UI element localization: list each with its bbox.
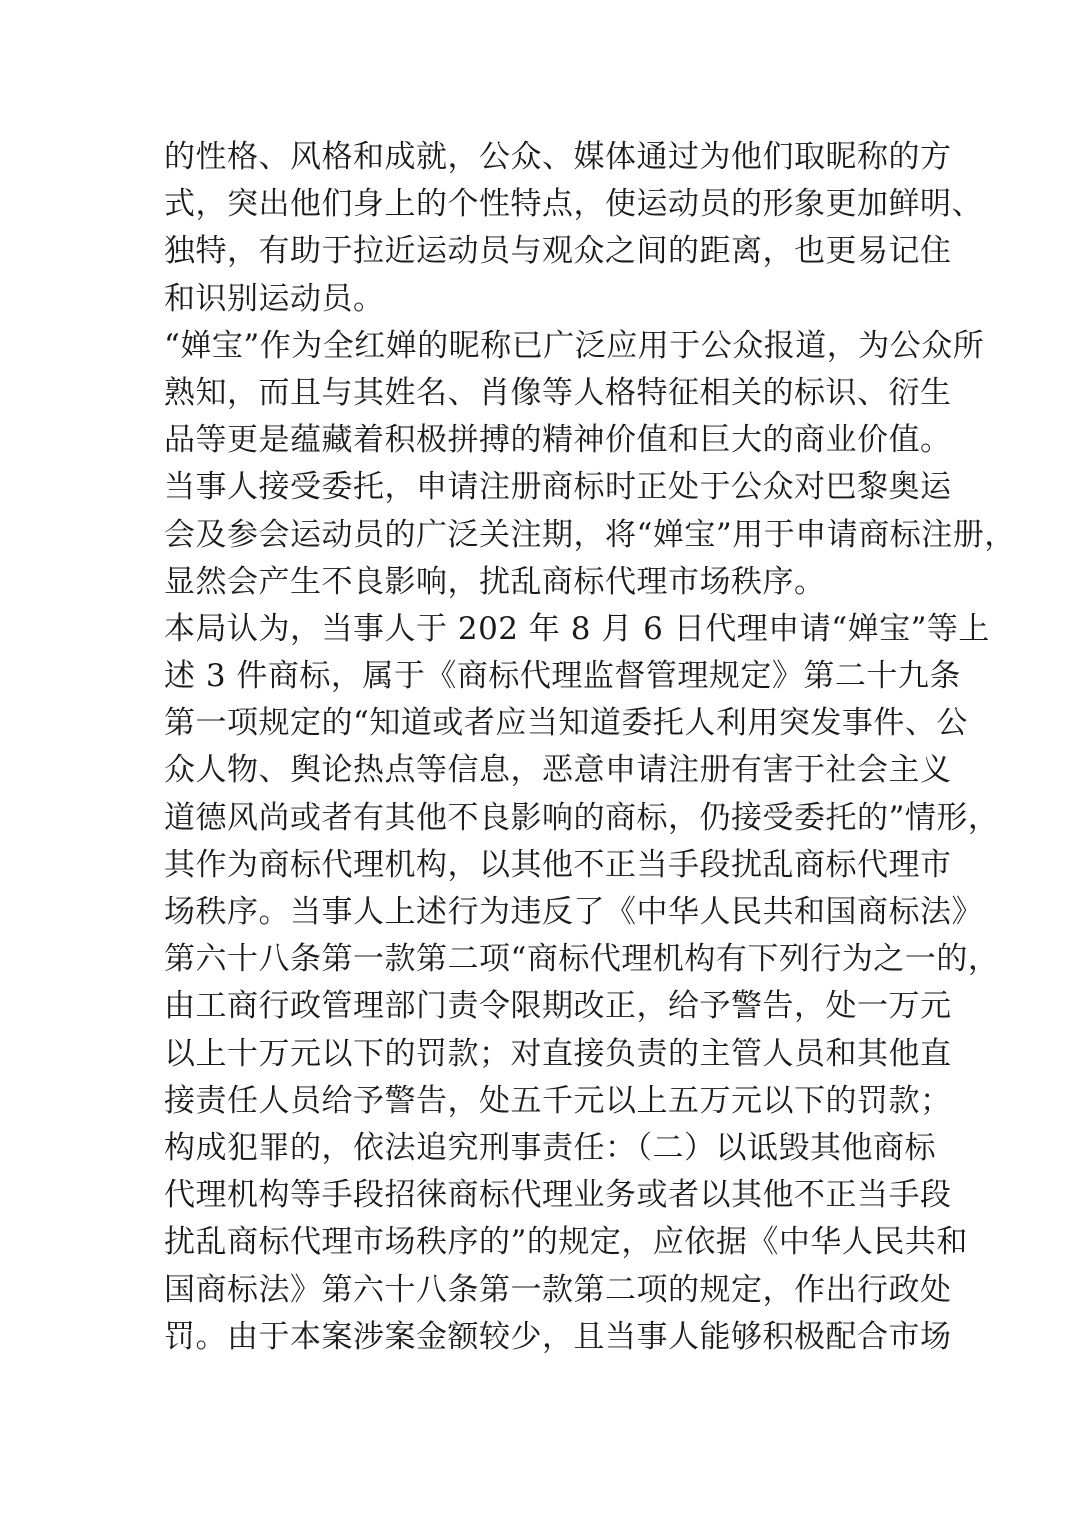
text-line: 述 3 件商标，属于《商标代理监督管理规定》第二十九条 [164,658,961,695]
text-line: 当事人接受委托，申请注册商标时正处于公众对巴黎奥运 [164,469,952,506]
text-line: 以上十万元以下的罚款；对直接负责的主管人员和其他直 [164,1035,952,1072]
text-line: 国商标法》第六十八条第一款第二项的规定，作出行政处 [164,1271,952,1308]
text-line: 第一项规定的“知道或者应当知道委托人利用突发事件、公 [164,705,968,742]
document-body-text [164,134,1016,1361]
text-line: 的性格、风格和成就，公众、媒体通过为他们取昵称的方 [164,139,952,175]
text-line: 式，突出他们身上的个性特点，使运动员的形象更加鲜明、 [164,186,983,223]
text-line: 道德风尚或者有其他不良影响的商标，仍接受委托的”情形， [164,799,1000,836]
text-line: 构成犯罪的，依法追究刑事责任：（二）以诋毁其他商标 [164,1129,936,1166]
text-line: “婵宝”作为全红婵的昵称已广泛应用于公众报道，为公众所 [164,327,985,364]
text-line: 由工商行政管理部门责令限期改正，给予警告，处一万元 [164,988,952,1025]
text-line: 罚。由于本案涉案金额较少，且当事人能够积极配合市场 [164,1318,952,1355]
text-line: 独特，有助于拉近运动员与观众之间的距离，也更易记住 [164,233,952,270]
text-line: 众人物、舆论热点等信息，恶意申请注册有害于社会主义 [164,752,952,789]
text-line: 场秩序。当事人上述行为违反了《中华人民共和国商标法》 [164,894,983,930]
text-line: 品等更是蕴藏着积极拼搏的精神价值和巨大的商业价值。 [164,422,952,459]
text-line: 显然会产生不良影响，扰乱商标代理市场秩序。 [164,563,826,600]
text-line: 第六十八条第一款第二项“商标代理机构有下列行为之一的， [164,941,1000,978]
text-line: 其作为商标代理机构，以其他不正当手段扰乱商标代理市 [164,846,952,883]
text-line: 和识别运动员。 [164,280,385,317]
text-line: 本局认为，当事人于 202 年 8 月 6 日代理申请“婵宝”等上 [164,610,990,647]
text-line: 会及参会运动员的广泛关注期，将“婵宝”用于申请商标注册， [164,516,1016,553]
text-line: 接责任人员给予警告，处五千元以上五万元以下的罚款； [164,1082,952,1119]
text-line: 扰乱商标代理市场秩序的”的规定，应依据《中华人民共和 [164,1224,968,1261]
text-line: 代理机构等手段招徕商标代理业务或者以其他不正当手段 [164,1177,952,1214]
text-line: 熟知，而且与其姓名、肖像等人格特征相关的标识、衍生 [164,374,952,411]
